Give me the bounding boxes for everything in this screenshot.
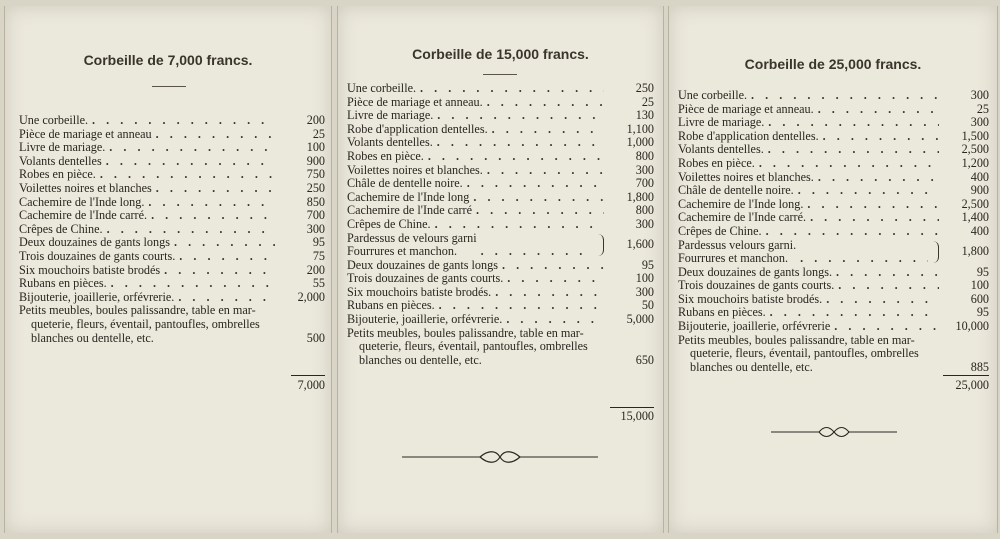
list-item: Six mouchoirs batiste brodés. . . . 600: [678, 293, 989, 307]
page-panel-15000: [337, 6, 664, 533]
list-item: Rubans en pièces. . . . 50: [347, 299, 654, 313]
list-item: Voilettes noires et blanches. . . . 400: [678, 171, 989, 185]
list-item: Une corbeille. . . . 300: [678, 89, 989, 103]
total-rule: [610, 407, 654, 408]
list-item: Robe d'application dentelles. . . . 1,100: [347, 123, 654, 137]
list-item: Cachemire de l'Inde long . . . 1,800: [347, 191, 654, 205]
list-item-pair: Pardessus de velours garni Fourrures et manchon. . . . 1,600: [347, 232, 654, 259]
list-item-pair: Pardessus velours garni. Fourrures et manchon. . . . 1,800: [678, 239, 989, 266]
list-item: Deux douzaines de gants longs . . . 95: [347, 259, 654, 273]
list-item: Cachemire de l'Inde carré . . . 800: [347, 204, 654, 218]
list-item: Rubans en pièces. . . . 95: [678, 306, 989, 320]
list-item: Six mouchoirs batiste brodés. . . . 300: [347, 286, 654, 300]
total-value: 25,000: [955, 378, 989, 392]
list-item: Livre de mariage. . . . 100: [19, 141, 325, 155]
title-rule: [483, 74, 517, 75]
list-item: Crêpes de Chine. . . . 300: [19, 223, 325, 237]
list-item: Volants dentelles. . . . 2,500: [678, 143, 989, 157]
list-item: Six mouchoirs batiste brodés . . . 200: [19, 264, 325, 278]
list-item: Bijouterie, joaillerie, orfévrerie. . . . 2,000: [19, 291, 325, 305]
list-item-multiline: Petits meubles, boules palissandre, table en mar- queterie, fleurs, éventail, pantoufles, ombrelles blanches ou dentelle, etc. 885: [678, 332, 989, 374]
item-list: [347, 82, 654, 367]
list-item: Robes en pièce. . . . 750: [19, 168, 325, 182]
list-item: Livre de mariage. . . . 300: [678, 116, 989, 130]
list-item-multiline: Petits meubles, boules palissandre, table en mar- queterie, fleurs, éventail, pantoufles, ombrelles blanches ou dentelle, etc. 500: [19, 303, 325, 345]
ornament-flourish: [769, 426, 899, 438]
ornament-flourish: [400, 450, 600, 464]
total-value: 7,000: [297, 378, 325, 392]
list-item: Deux douzaines de gants longs. . . . 95: [678, 266, 989, 280]
page-panel-25000: [668, 6, 998, 533]
list-item: Rubans en pièces. . . . 55: [19, 277, 325, 291]
list-item: Volants dentelles . . . 900: [19, 155, 325, 169]
list-item: Robe d'application dentelles. . . . 1,500: [678, 130, 989, 144]
list-item: Cachemire de l'Inde long. . . . 850: [19, 196, 325, 210]
panel-title: Corbeille de 25,000 francs.: [744, 56, 922, 72]
list-item-multiline: Petits meubles, boules palissandre, table en mar- queterie, fleurs, éventail, pantoufles, ombrelles blanches ou dentelle, etc. 650: [347, 325, 654, 367]
list-item: Deux douzaines de gants longs . . . 95: [19, 236, 325, 250]
list-item: Trois douzaines de gants courts. . . . 100: [347, 272, 654, 286]
list-item: Châle de dentelle noire. . . . 700: [347, 177, 654, 191]
list-item: Trois douzaines de gants courts. . . . 100: [678, 279, 989, 293]
list-item: Bijouterie, joaillerie, orfévrerie . . . 10,000: [678, 320, 989, 334]
list-item: Châle de dentelle noire. . . . 900: [678, 184, 989, 198]
list-item: Cachemire de l'Inde long. . . . 2,500: [678, 198, 989, 212]
total-value: 15,000: [620, 409, 654, 423]
list-item: Trois douzaines de gants courts. . . . 75: [19, 250, 325, 264]
list-item: Robes en pièce. . . . 800: [347, 150, 654, 164]
list-item: Bijouterie, joaillerie, orfévrerie. . . . 5,000: [347, 313, 654, 327]
panel-title: Corbeille de 7,000 francs.: [83, 52, 253, 68]
page-panel-7000: [4, 6, 332, 533]
list-item: Une corbeille. . . . 200: [19, 114, 325, 128]
title-rule: [152, 86, 186, 87]
brace: [932, 241, 939, 263]
list-item: Cachemire de l'Inde carré. . . . 700: [19, 209, 325, 223]
list-item: Volants dentelles. . . . 1,000: [347, 136, 654, 150]
total-rule: [291, 375, 325, 376]
item-list: [19, 114, 325, 345]
total-rule: [943, 375, 989, 376]
list-item: Robes en pièce. . . . 1,200: [678, 157, 989, 171]
panel-title: Corbeille de 15,000 francs.: [412, 46, 589, 62]
list-item: Crêpes de Chine. . . . 300: [347, 218, 654, 232]
list-item: Pièce de mariage et anneau. . . . 25: [678, 103, 989, 117]
list-item: Cachemire de l'Inde carré. . . . 1,400: [678, 211, 989, 225]
list-item: Voilettes noires et blanches. . . . 300: [347, 164, 654, 178]
list-item: Livre de mariage. . . . 130: [347, 109, 654, 123]
list-item: Pièce de mariage et anneau . . . 25: [19, 128, 325, 142]
brace: [597, 234, 604, 256]
item-list: [678, 89, 989, 374]
list-item: Crêpes de Chine. . . . 400: [678, 225, 989, 239]
list-item: Une corbeille. . . . 250: [347, 82, 654, 96]
list-item: Voilettes noires et blanches . . . 250: [19, 182, 325, 196]
list-item: Pièce de mariage et anneau. . . . 25: [347, 96, 654, 110]
